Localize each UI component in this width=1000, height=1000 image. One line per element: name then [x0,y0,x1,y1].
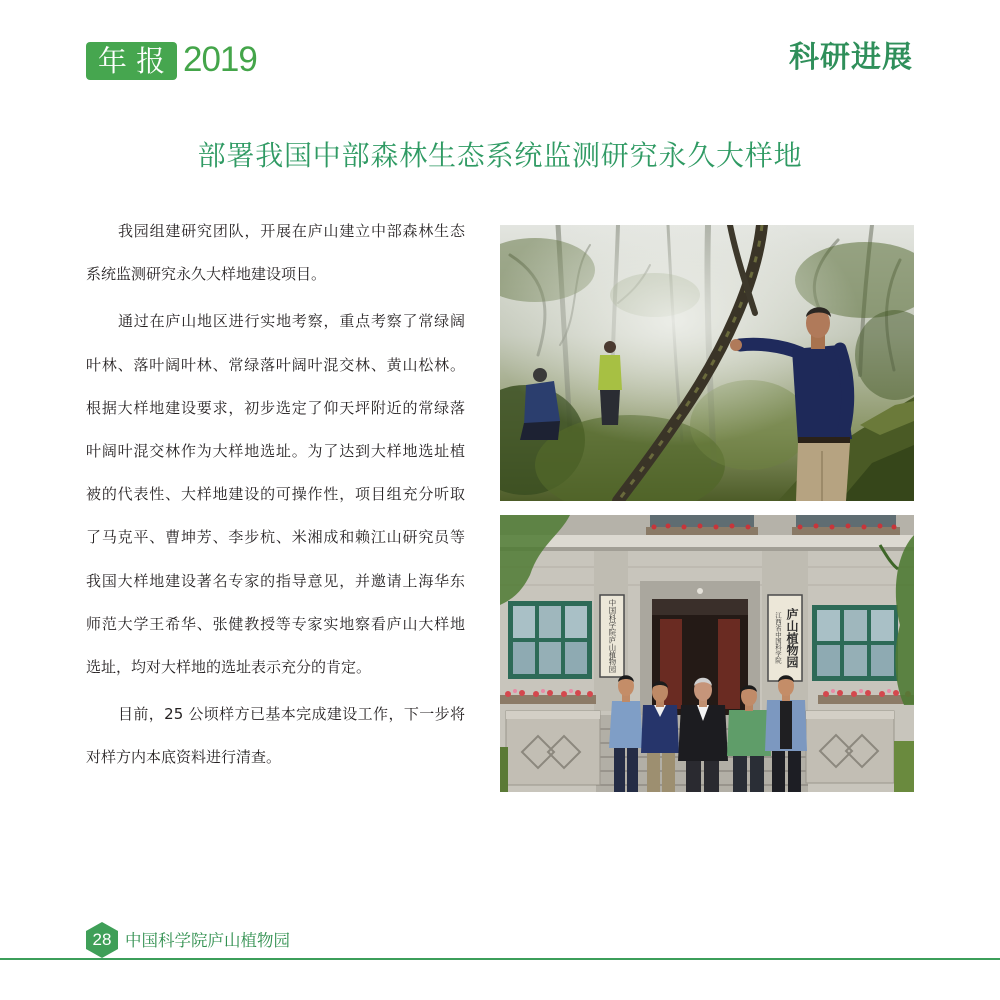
right-plaque-text [770,597,800,679]
text-line: 选址，均对大样地的选址表示充分的肯定。 [86,657,372,676]
text-line: 对样方内本底资料进行清查。 [86,748,282,767]
right-window [812,605,898,681]
cornice [500,535,914,547]
text-line: 我国大样地建设著名专家的指导意见，并邀请上海华东 [86,571,465,590]
grass [894,741,914,792]
section-title: 科研进展 [789,40,913,75]
annual-report-badge: 年 报 [86,42,177,80]
text-line: 系统监测研究永久大样地建设项目。 [86,265,327,284]
text-line: 根据大样地建设要求，初步选定了仰天坪附近的常绿落 [86,398,465,417]
text-line: 目前，25 公顷样方已基本完成建设工作，下一步将 [118,705,465,724]
text-line: 师范大学王希华、张健教授等专家实地察看庐山大样地 [86,614,465,633]
forest-survey-photo [500,225,914,501]
report-year: 2019 [183,40,257,79]
left-window [508,601,592,679]
right-pedestal [806,711,894,783]
right-plaque-subtitle: 江西省中国科学院 [774,612,782,664]
page-number: 28 [92,930,112,949]
text-line: 我园组建研究团队，开展在庐山建立中部森林生态 [118,222,465,240]
left-pedestal [506,711,600,785]
footer-divider [0,958,1000,960]
grass [500,747,508,792]
text-line: 被的代表性、大样地建设的可操作性，项目组充分听取 [86,485,465,504]
building-group-image [500,515,914,792]
footer-organization: 中国科学院庐山植物园 [125,931,290,950]
article-body [86,210,465,779]
text-line: 通过在庐山地区进行实地考察，重点考察了常绿阔 [118,312,465,331]
forest-survey-image [500,225,914,501]
text-line: 叶阔叶混交林作为大样地选址。为了达到大样地选址植 [86,441,465,460]
article-title: 部署我国中部森林生态系统监测研究永久大样地 [197,139,803,172]
paragraph [86,210,465,296]
paragraph [86,693,465,779]
text-line: 叶林、落叶阔叶林、常绿落叶阔叶混交林、黄山松林。 [86,355,465,374]
paragraph [86,300,465,689]
text-line: 了马克平、曹坤芳、李步杭、米湘成和赖江山研究员等 [86,528,465,547]
group-photo [500,515,914,792]
right-plaque-title: 庐山植物园 [785,608,799,668]
left-plaque-text: 中国科学院庐山植物园 [608,599,617,673]
